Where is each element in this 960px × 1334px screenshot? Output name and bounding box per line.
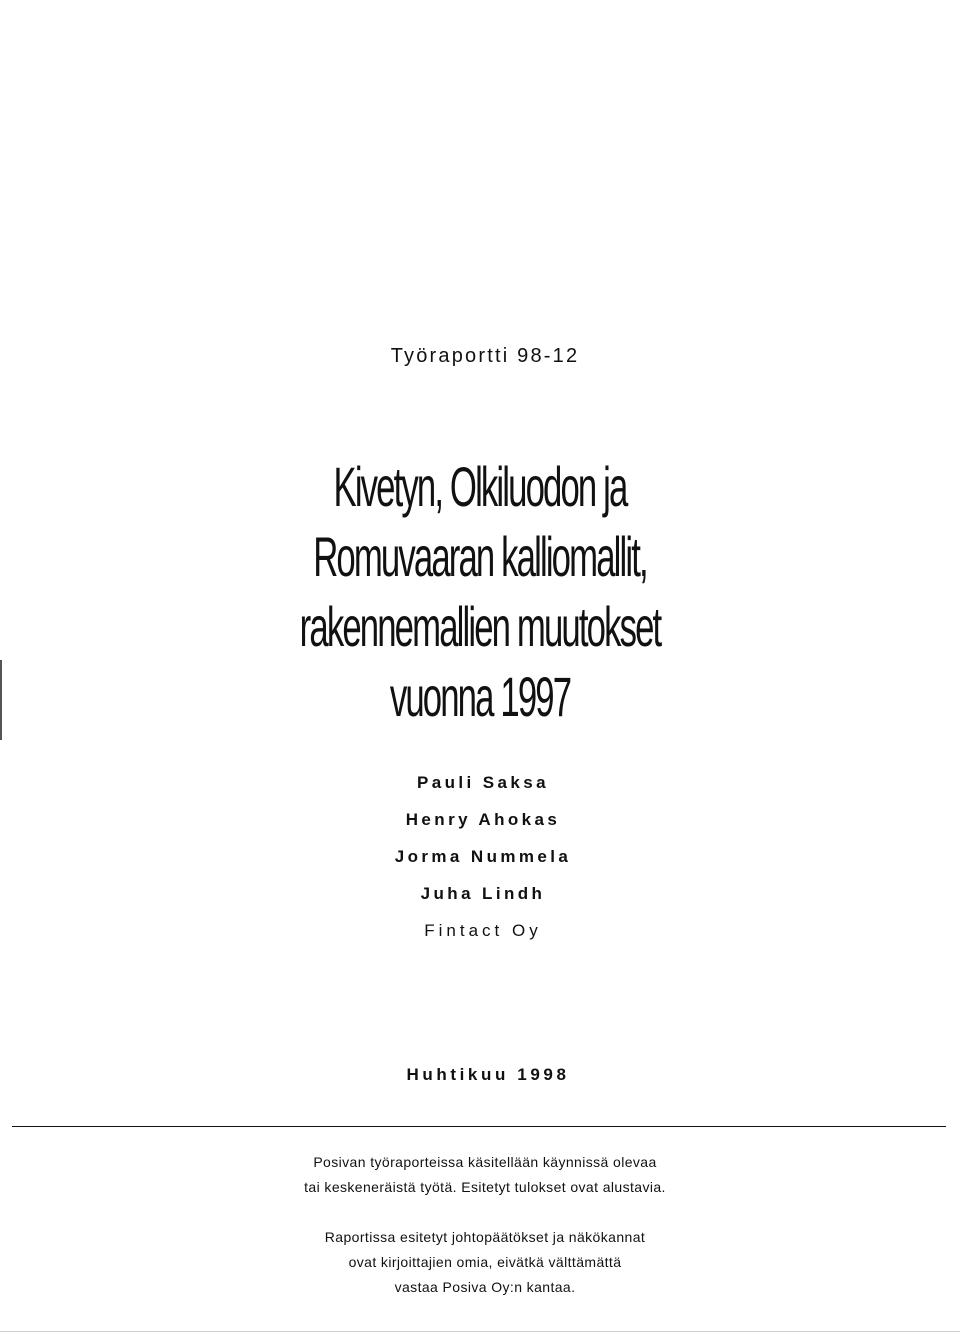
author-name: Pauli Saksa xyxy=(417,773,549,792)
report-number: Työraportti 98-12 xyxy=(390,345,580,367)
disclaimer-line: ovat kirjoittajien omia, eivätkä välttämättä xyxy=(348,1254,622,1270)
title-line: Romuvaaran kalliomallit, xyxy=(313,525,647,588)
disclaimer-line: vastaa Posiva Oy:n kantaa. xyxy=(394,1279,576,1295)
title-line: rakennemallien muutokset xyxy=(299,595,661,658)
notice-line: tai keskeneräistä työtä. Esitetyt tulokset ovat alustavia. xyxy=(304,1179,666,1195)
author-list xyxy=(0,764,960,949)
author-name: Jorma Nummela xyxy=(394,847,572,866)
notice-line: Posivan työraporteissa käsitellään käynnissä olevaa xyxy=(313,1154,657,1170)
organization: Fintact Oy xyxy=(424,921,542,940)
document-title xyxy=(0,452,960,732)
publication-date: Huhtikuu 1998 xyxy=(406,1065,570,1084)
divider-line xyxy=(12,1126,946,1127)
notice-paragraph xyxy=(0,1150,960,1200)
author-name: Henry Ahokas xyxy=(405,810,561,829)
disclaimer-line: Raportissa esitetyt johtopäätökset ja näkökannat xyxy=(324,1229,646,1245)
title-line: Kivetyn, Olkiluodon ja xyxy=(333,455,627,518)
author-name: Juha Lindh xyxy=(420,884,546,903)
page-bottom-edge xyxy=(0,1331,960,1332)
disclaimer-paragraph xyxy=(0,1225,960,1300)
title-line: vuonna 1997 xyxy=(389,665,571,728)
